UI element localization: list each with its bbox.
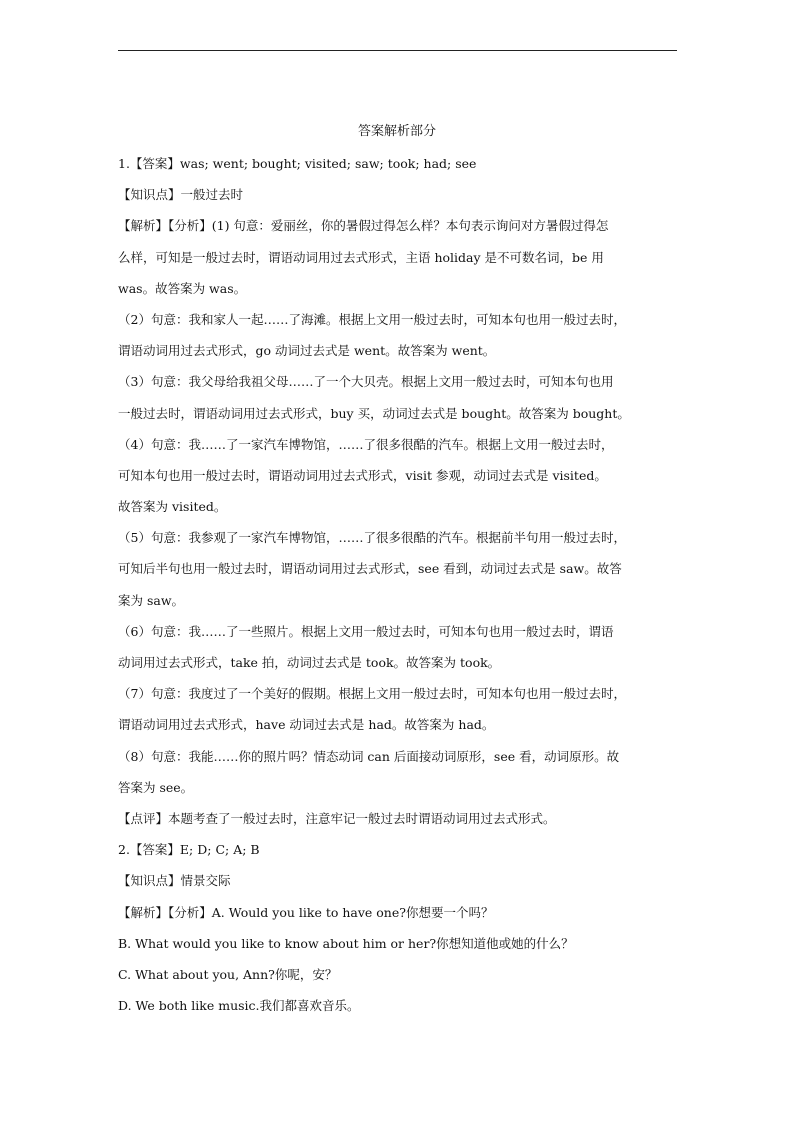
header-divider (118, 50, 677, 51)
q1-analysis-line: 谓语动词用过去式形式，have 动词过去式是 had。故答案为 had。 (118, 717, 495, 733)
q1-comment: 【点评】本题考查了一般过去时，注意牢记一般过去时谓语动词用过去式形式。 (118, 810, 556, 826)
q1-analysis-line: 么样，可知是一般过去时，谓语动词用过去式形式，主语 holiday 是不可数名词，be 用 (118, 249, 604, 265)
q1-analysis-line: 答案为 see。 (118, 779, 194, 795)
q2-answer-line: 2.【答案】E; D; C; A; B (118, 842, 260, 858)
q1-analysis-line: 动词用过去式形式，take 拍，动词过去式是 took。故答案为 took。 (118, 655, 501, 670)
q1-analysis-line: 案为 saw。 (118, 592, 185, 608)
q1-analysis-line: （7）句意：我度过了一个美好的假期。根据上文用一般过去时，可知本句也用一般过去时， (118, 686, 626, 702)
q1-analysis-line: 谓语动词用过去式形式，go 动词过去式是 went。故答案为 went。 (118, 343, 496, 359)
q2-option-line: B. What would you like to know about him or her?你想知道他或她的什么？ (118, 935, 574, 951)
q2-analysis-line: 【解析】【分析】A. Would you like to have one?你想要一个吗？ (118, 904, 494, 920)
q1-analysis-line: was。故答案为 was。 (118, 280, 247, 296)
q1-analysis-line: 一般过去时，谓语动词用过去式形式，buy 买，动词过去式是 bought。故答案为 bought。 (118, 405, 630, 421)
q1-analysis-line: （3）句意：我父母给我祖父母……了一个大贝壳。根据上文用一般过去时，可知本句也用 (118, 374, 614, 390)
q1-knowledge-point: 【知识点】一般过去时 (118, 187, 244, 203)
q1-analysis-line: （4）句意：我……了一家汽车博物馆，……了很多很酷的汽车。根据上文用一般过去时， (118, 436, 614, 452)
q1-analysis-line: （8）句意：我能……你的照片吗？情态动词 can 后面接动词原形，see 看，动词原形。故 (118, 748, 620, 764)
q1-analysis-line: 故答案为 visited。 (118, 499, 227, 515)
q1-analysis-line: （2）句意：我和家人一起……了海滩。根据上文用一般过去时，可知本句也用一般过去时， (118, 311, 626, 327)
q1-analysis-line: 【解析】【分析】(1) 句意：爱丽丝，你的暑假过得怎么样？本句表示询问对方暑假过得怎 (118, 218, 609, 234)
q1-answer-line: 1.【答案】was; went; bought; visited; saw; took; had; see (118, 156, 477, 171)
q1-analysis-line: 可知本句也用一般过去时，谓语动词用过去式形式，visit 参观，动词过去式是 visited。 (118, 467, 607, 483)
q2-option-line: D. We both like music.我们都喜欢音乐。 (118, 998, 360, 1014)
q2-option-line: C. What about you, Ann?你呢，安？ (118, 966, 338, 982)
q1-analysis-line: （5）句意：我参观了一家汽车博物馆，……了很多很酷的汽车。根据前半句用一般过去时， (118, 530, 626, 546)
q1-analysis-line: 可知后半句也用一般过去时，谓语动词用过去式形式，see 看到，动词过去式是 saw。故答 (118, 561, 622, 577)
q2-knowledge-point: 【知识点】情景交际 (118, 873, 231, 889)
page-title: 答案解析部分 (357, 124, 436, 139)
answer-analysis-body (118, 154, 682, 1027)
q1-analysis-line: （6）句意：我……了一些照片。根据上文用一般过去时，可知本句也用一般过去时，谓语 (118, 623, 614, 639)
